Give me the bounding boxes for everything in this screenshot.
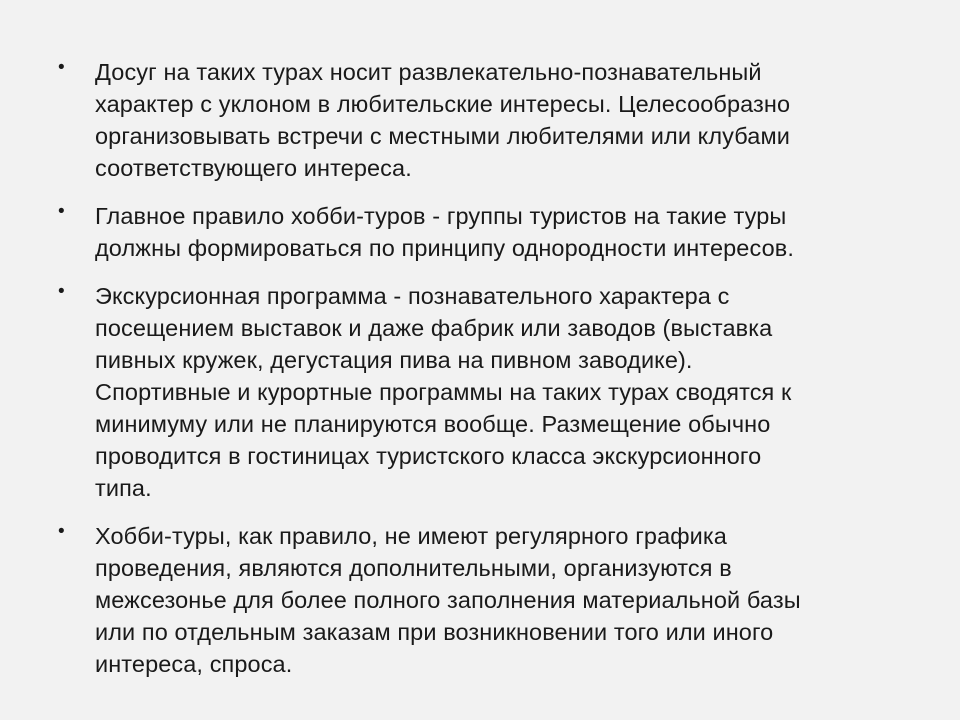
bullet-icon: • <box>58 201 65 222</box>
bullet-item <box>58 280 908 504</box>
bullet-icon: • <box>58 281 65 302</box>
bullet-item <box>58 520 908 680</box>
bullet-icon: • <box>58 521 65 542</box>
bullet-item <box>58 56 908 184</box>
bullet-icon: • <box>58 57 65 78</box>
bullet-list <box>58 56 908 696</box>
bullet-text: Экскурсионная программа - познавательного характера с посещением выставок и даже фабрик или заводов (выставка пивных кружек, дегустация пива на пивном заводике). Спортивные и курортные программы на таких турах сводятся к минимуму или не планируются вообще. Размещение обычно проводится в гостиницах туристского класса экскурсионного типа. <box>95 283 792 501</box>
bullet-text: Главное правило хобби-туров - группы туристов на такие туры должны формироваться по принципу однородности интересов. <box>95 203 794 261</box>
bullet-text: Хобби-туры, как правило, не имеют регулярного графика проведения, являются дополнительными, организуются в межсезонье для более полного заполнения материальной базы или по отдельным заказам при возникновении того или иного интереса, спроса. <box>95 523 801 677</box>
bullet-text: Досуг на таких турах носит развлекательно-познавательный характер с уклоном в любительские интересы. Целесообразно организовывать встречи с местными любителями или клубами соответствующего интереса. <box>95 59 791 181</box>
bullet-item <box>58 200 908 264</box>
